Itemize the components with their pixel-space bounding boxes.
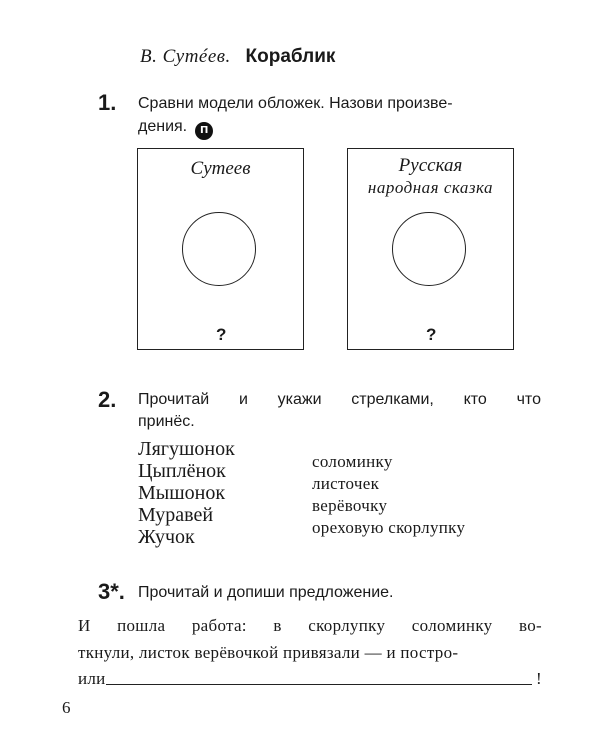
task2-word: кто [463,391,487,408]
task2-word: и [238,391,248,408]
cover-question-mark: ? [216,325,227,344]
task2-word: что [516,391,541,408]
cover-model-sutteev [137,148,304,350]
sentence-word: скорлупку [308,616,386,635]
list-item-character[interactable]: Муравей [138,504,214,526]
author-name: В. Сутéев. [140,46,231,67]
task1-text-end: дения. [138,118,188,135]
list-item-object[interactable]: ореховую скорлупку [312,518,466,537]
list-item-character[interactable]: Жучок [138,526,195,548]
sentence-word: пошла [117,616,166,635]
cover-label-line2: народная сказка [367,178,494,197]
list-item-object[interactable]: соломинку [312,452,393,471]
list-item-character[interactable]: Цыплёнок [138,460,226,482]
cover-circle-placeholder[interactable] [182,212,256,286]
task2-word: Прочитай [138,391,210,408]
task2-word: стрелками, [351,391,434,408]
list-item-character[interactable]: Лягушонок [138,438,235,460]
sentence-line3-start: или [78,669,106,688]
task3-number: 3*. [98,579,125,604]
list-item-character[interactable]: Мышонок [138,482,226,504]
sentence-line1 [78,612,542,639]
task1-text-line2 [138,115,213,140]
sentence-word: работа: [191,616,247,635]
work-title: Кораблик [245,46,336,67]
cover-circle-placeholder[interactable] [392,212,466,286]
sentence-line2: ткнули, листок верёвочкой привязали — и постро- [78,643,459,662]
task2-text-line1 [138,388,541,412]
cover-label-author: Сутеев [190,158,251,179]
page-number: 6 [62,698,71,717]
answer-fill-line[interactable] [106,684,532,685]
cover-label-line1: Русская [398,155,463,176]
task2-text-line2: принёс. [138,413,195,430]
listening-badge-icon: П [195,122,213,140]
sentence-word: И [78,616,91,635]
items-list [312,451,465,539]
sentence-word: во- [518,616,542,635]
task1-text-line1: Сравни модели обложек. Назови произве- [138,95,453,112]
task2-word: укажи [277,391,322,408]
task1-number: 1. [98,90,117,115]
sentence-word: соломинку [411,616,493,635]
characters-list [138,438,235,548]
task2-number: 2. [98,387,117,412]
list-item-object[interactable]: листочек [312,474,380,493]
story-title [140,46,335,68]
sentence-end-mark: ! [536,669,542,688]
task3-text: Прочитай и допиши предложение. [138,584,394,601]
sentence-word: в [273,616,282,635]
cover-model-folk-tale [347,148,514,350]
list-item-object[interactable]: верёвочку [312,496,388,515]
cover-question-mark: ? [426,325,437,344]
